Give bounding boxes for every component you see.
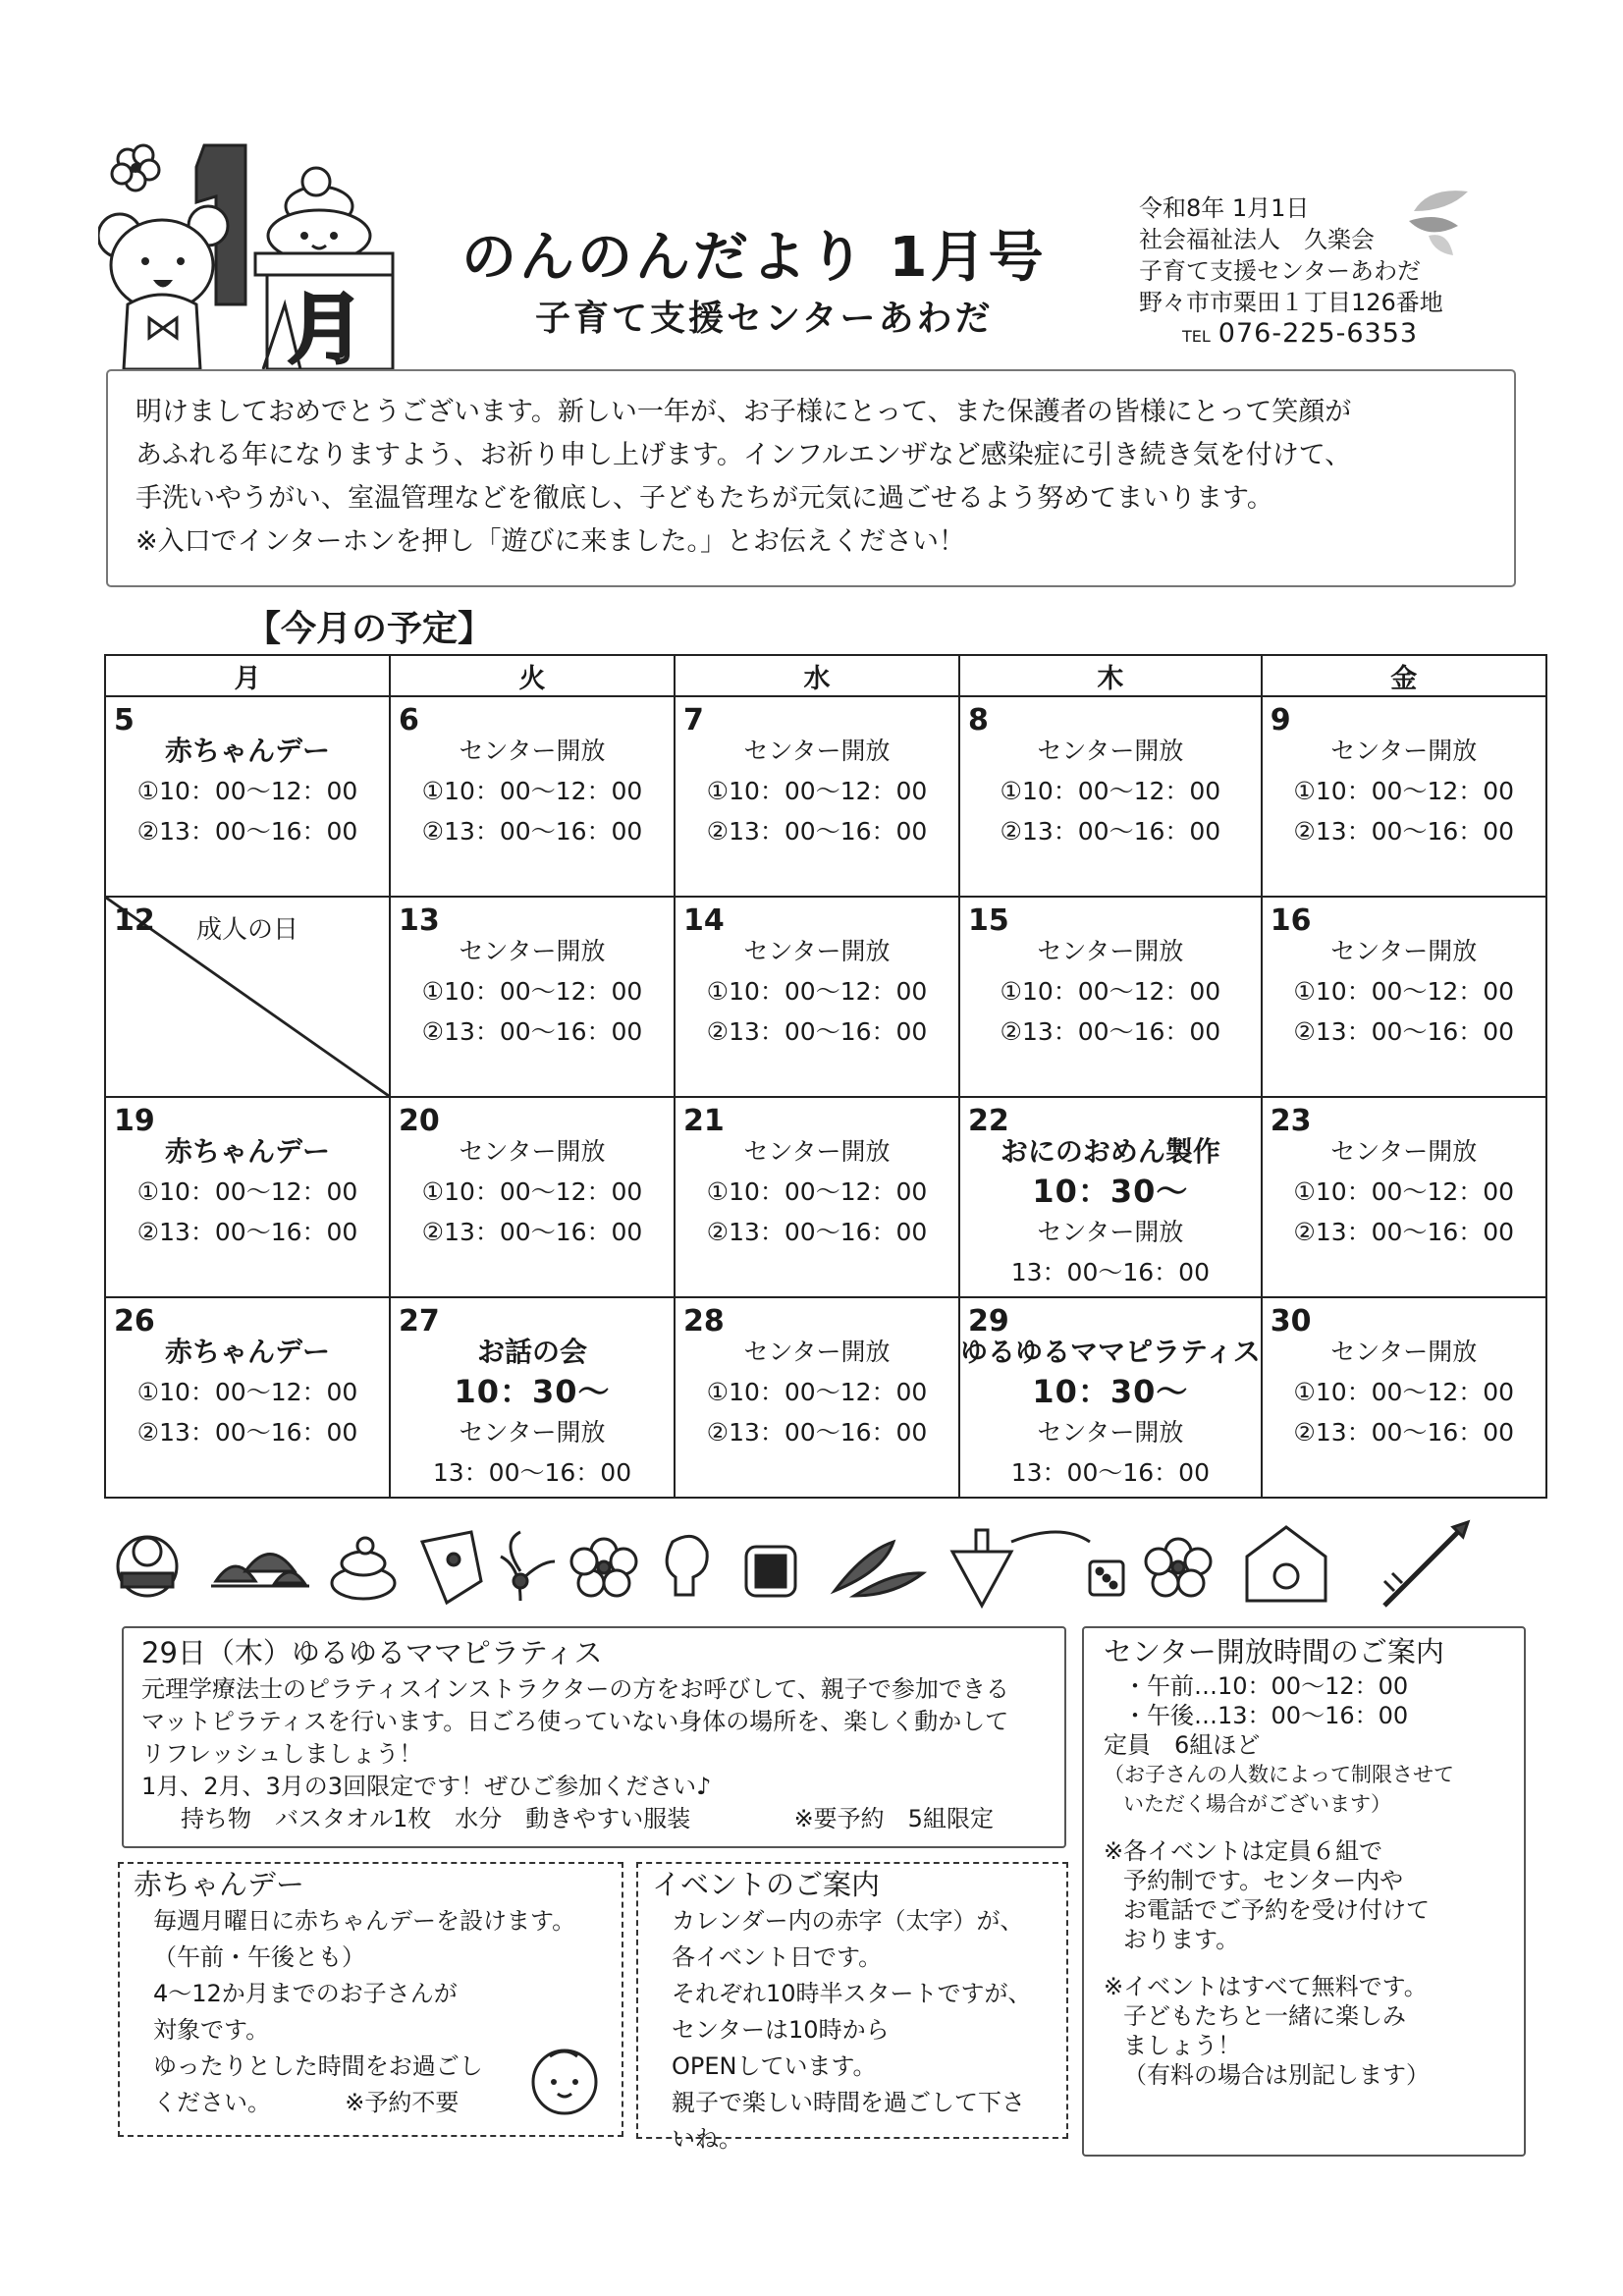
event-info-line: 親子で楽しい時間を過ごして下さ <box>672 2089 1025 2116</box>
event-title: おにのおめん製作 <box>1000 1135 1220 1168</box>
weekday-header: 木 <box>959 655 1262 696</box>
day-number: 6 <box>399 703 419 738</box>
schedule-line: ①10：00～12：00 <box>1000 777 1221 805</box>
hours-heading: センター開放時間のご案内 <box>1104 1635 1444 1668</box>
baby-face-icon <box>520 2043 609 2121</box>
daruma-icon <box>118 1537 177 1596</box>
day-schedule <box>1263 931 1545 1052</box>
calendar-day-cell <box>675 1297 959 1498</box>
capacity-note: （お子さんの人数によって制限させて <box>1104 1763 1454 1786</box>
organization-name: 社会福祉法人 久楽会 <box>1139 226 1375 253</box>
schedule-line: ②13：00～16：00 <box>706 1218 928 1246</box>
schedule-line: ②13：00～16：00 <box>1293 1418 1515 1447</box>
publisher-info <box>1139 192 1443 353</box>
new-year-mouse-illustration <box>98 137 432 373</box>
schedule-line: センター開放 <box>459 1418 606 1447</box>
schedule-line: ①10：00～12：00 <box>421 1177 643 1206</box>
capacity: 定員 6組ほど <box>1104 1731 1261 1759</box>
schedule-line: ①10：00～12：00 <box>421 977 643 1006</box>
schedule-line: ②13：00～16：00 <box>136 1418 358 1447</box>
schedule-line: センター開放 <box>743 937 891 965</box>
event-note: ※各イベントは定員６組で <box>1104 1837 1383 1865</box>
schedule-line: ①10：00～12：00 <box>1293 977 1515 1006</box>
day-schedule <box>676 931 958 1052</box>
schedule-line: センター開放 <box>459 737 606 765</box>
day-number: 26 <box>114 1304 155 1339</box>
event-time: 10：30～ <box>1032 1173 1189 1210</box>
pilates-text-line: リフレッシュしましょう！ <box>141 1740 423 1768</box>
bamboo-icon <box>835 1542 923 1596</box>
day-number: 8 <box>968 703 989 738</box>
issue-date: 令和8年 1月1日 <box>1139 194 1310 222</box>
schedule-line: ①10：00～12：00 <box>136 777 358 805</box>
day-schedule <box>106 1131 389 1252</box>
schedule-line: ①10：00～12：00 <box>1293 777 1515 805</box>
schedule-line: ②13：00～16：00 <box>421 1017 643 1046</box>
schedule-line: ①10：00～12：00 <box>706 1177 928 1206</box>
schedule-line: ①10：00～12：00 <box>1000 977 1221 1006</box>
event-time: 10：30～ <box>454 1373 611 1410</box>
calendar-day-cell <box>105 1097 390 1297</box>
event-note: おります。 <box>1123 1926 1240 1953</box>
hours-am: ・午前…10：00～12：00 <box>1123 1672 1409 1700</box>
phone-line <box>1139 318 1443 353</box>
event-info-line: それぞれ10時半スタートですが、 <box>672 1980 1032 2007</box>
baby-day-line: ゆったりとした時間をお過ごし <box>153 2052 483 2080</box>
calendar-day-cell <box>959 1097 1262 1297</box>
schedule-line: ②13：00～16：00 <box>421 817 643 846</box>
kagami-mochi-icon <box>332 1538 395 1599</box>
schedule-line: ①10：00～12：00 <box>136 1378 358 1406</box>
schedule-line: 13：00～16：00 <box>432 1458 632 1487</box>
event-info-heading: イベントのご案内 <box>652 1868 881 1901</box>
event-note: お電話でご予約を受け付けて <box>1123 1896 1430 1924</box>
schedule-line: ②13：00～16：00 <box>706 1418 928 1447</box>
pilates-reservation: ※要予約 5組限定 <box>793 1805 994 1832</box>
baby-day-line: （午前・午後とも） <box>153 1943 365 1971</box>
calendar-week-row <box>105 1297 1546 1498</box>
pilates-text-line: 1月、2月、3月の3回限定です！ぜひご参加ください♪ <box>141 1773 712 1800</box>
newsletter-title: のんのんだより 1月号 <box>461 226 1047 290</box>
phone-number: 076-225-6353 <box>1217 318 1419 349</box>
schedule-line: センター開放 <box>1037 1418 1184 1447</box>
schedule-line: ①10：00～12：00 <box>1293 1177 1515 1206</box>
schedule-line: ①10：00～12：00 <box>136 1177 358 1206</box>
pilates-items: 持ち物 バスタオル1枚 水分 動きやすい服装 <box>181 1805 691 1832</box>
day-number: 7 <box>683 703 704 738</box>
calendar-day-cell <box>1262 1297 1546 1498</box>
day-number: 21 <box>683 1104 725 1138</box>
hagoita-icon <box>422 1532 481 1603</box>
schedule-line: センター開放 <box>1037 737 1184 765</box>
calendar-day-cell <box>390 696 675 897</box>
day-schedule <box>1263 1131 1545 1252</box>
pilates-items-row <box>141 1803 1055 1835</box>
free-note: ましょう！ <box>1123 2032 1241 2059</box>
calendar-day-cell <box>390 1297 675 1498</box>
event-title: お話の会 <box>476 1336 587 1368</box>
hours-pm: ・午後…13：00～16：00 <box>1123 1702 1409 1729</box>
event-title: 赤ちゃんデー <box>164 735 330 767</box>
schedule-line: ②13：00～16：00 <box>421 1218 643 1246</box>
center-name: 子育て支援センターあわだ <box>1139 257 1422 285</box>
day-schedule <box>106 731 389 851</box>
baby-day-line: 対象です。 <box>153 2016 270 2044</box>
tel-label: TEL <box>1182 327 1211 346</box>
schedule-line: ②13：00～16：00 <box>706 1017 928 1046</box>
calendar-day-cell <box>675 897 959 1097</box>
day-number: 9 <box>1270 703 1291 738</box>
day-schedule <box>960 1131 1261 1292</box>
pine-icon <box>211 1555 309 1587</box>
weekday-header: 水 <box>675 655 959 696</box>
day-schedule <box>391 1131 674 1252</box>
calendar-day-cell <box>959 1297 1262 1498</box>
calendar-day-cell <box>1262 696 1546 897</box>
calendar-week-row <box>105 897 1546 1097</box>
day-schedule <box>1263 731 1545 851</box>
free-note: 子どもたちと一緒に楽しみ <box>1123 2002 1406 2030</box>
schedule-line: ②13：00～16：00 <box>1293 1017 1515 1046</box>
open-hours-box <box>1082 1626 1526 2157</box>
day-number: 16 <box>1270 903 1312 938</box>
day-number: 29 <box>968 1304 1009 1339</box>
schedule-line: ①10：00～12：00 <box>421 777 643 805</box>
schedule-line: センター開放 <box>1037 1218 1184 1246</box>
event-note: 予約制です。センター内や <box>1123 1867 1404 1894</box>
schedule-line: センター開放 <box>1330 1137 1478 1166</box>
schedule-heading: 【今月の予定】 <box>245 609 494 649</box>
day-schedule <box>676 731 958 851</box>
day-number: 14 <box>683 903 725 938</box>
event-title: 赤ちゃんデー <box>164 1336 330 1368</box>
newsletter-subtitle: 子育て支援センターあわだ <box>535 299 994 339</box>
calendar-day-cell <box>675 696 959 897</box>
calendar-day-cell <box>959 696 1262 897</box>
schedule-line: 13：00～16：00 <box>1010 1258 1210 1286</box>
day-number: 27 <box>399 1304 440 1339</box>
monthly-calendar <box>104 654 1547 1499</box>
weekday-header-row <box>105 655 1546 696</box>
leaf-logo-icon <box>1399 182 1483 260</box>
nori-mochi-icon <box>746 1547 795 1596</box>
greeting-line: ※入口でインターホンを押し「遊びに来ました。」とお伝えください！ <box>135 526 966 557</box>
weekday-header: 火 <box>390 655 675 696</box>
day-number: 19 <box>114 1104 155 1138</box>
calendar-day-cell <box>1262 1097 1546 1297</box>
day-schedule <box>960 1332 1261 1493</box>
greeting-line: 明けましておめでとうございます。新しい一年が、お子様にとって、また保護者の皆様にとって笑顔が <box>135 397 1352 427</box>
calendar-day-cell <box>1262 897 1546 1097</box>
schedule-line: ①10：00～12：00 <box>1293 1378 1515 1406</box>
schedule-line: センター開放 <box>1037 937 1184 965</box>
free-note: （有料の場合は別記します） <box>1123 2061 1430 2089</box>
day-number: 28 <box>683 1304 725 1339</box>
baby-day-line: ください。 <box>153 2089 271 2116</box>
calendar-day-cell <box>105 1297 390 1498</box>
schedule-line: ①10：00～12：00 <box>706 977 928 1006</box>
schedule-line: ②13：00～16：00 <box>1293 817 1515 846</box>
schedule-line: センター開放 <box>743 1137 891 1166</box>
schedule-line: ②13：00～16：00 <box>706 817 928 846</box>
greeting-box <box>106 369 1516 587</box>
free-note: ※イベントはすべて無料です。 <box>1104 1973 1428 2000</box>
event-info-line: OPENしています。 <box>672 2052 877 2080</box>
address: 野々市市粟田１丁目126番地 <box>1139 289 1443 316</box>
schedule-line: ②13：00～16：00 <box>1293 1218 1515 1246</box>
calendar-day-cell <box>105 696 390 897</box>
schedule-line: センター開放 <box>1330 937 1478 965</box>
pilates-text-line: 元理学療法士のピラティスインストラクターの方をお呼びして、親子で参加できる <box>141 1675 1009 1703</box>
schedule-line: センター開放 <box>743 737 891 765</box>
dice-icon <box>1090 1561 1123 1595</box>
schedule-line: センター開放 <box>459 937 606 965</box>
spinning-top-icon <box>952 1530 1090 1606</box>
plant-icon <box>501 1532 555 1601</box>
event-title: ゆるゆるママピラティス <box>960 1336 1261 1368</box>
day-schedule <box>391 931 674 1052</box>
pilates-heading: 29日（木）ゆるゆるママピラティス <box>141 1636 603 1669</box>
day-number: 5 <box>114 703 135 738</box>
event-info-line: 各イベント日です。 <box>672 1943 883 1971</box>
baby-day-note: ※予約不要 <box>345 2089 460 2116</box>
schedule-line: センター開放 <box>459 1137 606 1166</box>
schedule-line: ②13：00～16：00 <box>136 817 358 846</box>
day-number: 12 <box>114 903 155 938</box>
day-number: 22 <box>968 1104 1009 1138</box>
calendar-day-cell <box>675 1097 959 1297</box>
calendar-day-cell <box>390 1097 675 1297</box>
schedule-line: ②13：00～16：00 <box>1000 817 1221 846</box>
schedule-line: ①10：00～12：00 <box>706 777 928 805</box>
day-number: 13 <box>399 903 440 938</box>
event-info-line: カレンダー内の赤字（太字）が、 <box>672 1907 1024 1935</box>
day-schedule <box>1263 1332 1545 1452</box>
schedule-line: ②13：00～16：00 <box>136 1218 358 1246</box>
decoration-strip <box>108 1512 1522 1620</box>
day-number: 30 <box>1270 1304 1312 1339</box>
plum-flower-icon <box>571 1539 636 1596</box>
weekday-header: 月 <box>105 655 390 696</box>
baby-day-line: 毎週月曜日に赤ちゃんデーを設けます。 <box>153 1907 576 1935</box>
logo-month-glyph: 月 <box>287 286 365 373</box>
pilates-event-box <box>122 1626 1066 1848</box>
day-number: 20 <box>399 1104 440 1138</box>
mochi-icon <box>667 1536 707 1595</box>
baby-day-line: 4～12か月までのお子さんが <box>153 1980 458 2007</box>
calendar-week-row <box>105 696 1546 897</box>
day-schedule <box>960 731 1261 851</box>
day-schedule <box>391 1332 674 1493</box>
event-info-line: いね。 <box>672 2125 742 2153</box>
schedule-line: センター開放 <box>1330 1338 1478 1366</box>
calendar-day-cell <box>105 897 390 1097</box>
day-schedule <box>960 931 1261 1052</box>
calendar-week-row <box>105 1097 1546 1297</box>
day-number: 15 <box>968 903 1009 938</box>
calendar-day-cell <box>959 897 1262 1097</box>
greeting-line: 手洗いやうがい、室温管理などを徹底し、子どもたちが元気に過ごせるよう努めてまいります。 <box>135 483 1273 514</box>
day-schedule <box>391 731 674 851</box>
day-schedule <box>676 1131 958 1252</box>
pilates-text-line: マットピラティスを行います。日ごろ使っていない身体の場所を、楽しく動かして <box>141 1708 1009 1735</box>
event-time: 10：30～ <box>1032 1373 1189 1410</box>
calendar-day-cell <box>390 897 675 1097</box>
ema-plaque-icon <box>1247 1527 1325 1601</box>
schedule-line: センター開放 <box>743 1338 891 1366</box>
day-schedule <box>106 1332 389 1452</box>
hamaya-arrow-icon <box>1384 1522 1468 1606</box>
schedule-line: センター開放 <box>1330 737 1478 765</box>
plum-flower-icon <box>1146 1539 1211 1596</box>
holiday-label: 成人の日 <box>196 915 299 945</box>
schedule-line: 13：00～16：00 <box>1010 1458 1210 1487</box>
baby-day-heading: 赤ちゃんデー <box>134 1868 305 1901</box>
schedule-line: ②13：00～16：00 <box>1000 1017 1221 1046</box>
weekday-header: 金 <box>1262 655 1546 696</box>
event-title: 赤ちゃんデー <box>164 1135 330 1168</box>
schedule-line: ①10：00～12：00 <box>706 1378 928 1406</box>
day-schedule <box>676 1332 958 1452</box>
event-info-line: センターは10時から <box>672 2016 890 2044</box>
day-number: 23 <box>1270 1104 1312 1138</box>
capacity-note: いただく場合がございます） <box>1123 1792 1391 1816</box>
greeting-line: あふれる年になりますよう、お祈り申し上げます。インフルエンザなど感染症に引き続き気を付けて、 <box>135 440 1352 470</box>
event-info-box <box>636 1862 1068 2153</box>
